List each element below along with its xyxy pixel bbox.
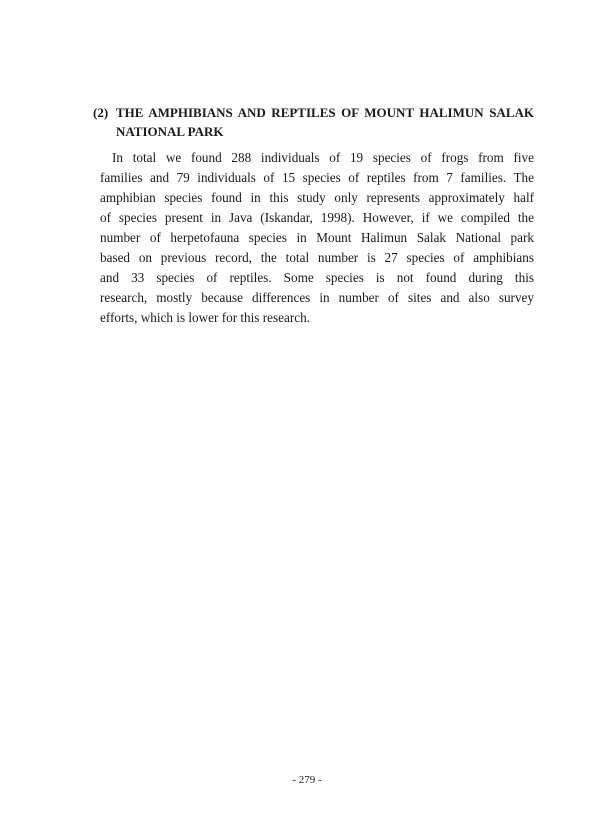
section-title-line-2: NATIONAL PARK [116,124,224,139]
paragraph-line: based on previous record, the total number is 27 species of amphibians [100,250,534,265]
paragraph-line: families and 79 individuals of 15 species of reptiles from 7 families. The [100,170,534,185]
paragraph-line: amphibian species found in this study only represents approximately half [100,190,534,205]
paragraph-line: research, mostly because differences in number of sites and also survey [100,290,534,305]
paragraph-line: efforts, which is lower for this research. [100,310,310,325]
paragraph-line: and 33 species of reptiles. Some species is not found during this [100,270,534,285]
paragraph-line: of species present in Java (Iskandar, 1998). However, if we compiled the [100,210,534,225]
section-number: (2) [93,105,109,120]
body-paragraph [100,148,534,328]
paragraph-line: number of herpetofauna species in Mount Halimun Salak National park [100,230,534,245]
paragraph-line: In total we found 288 individuals of 19 species of frogs from five [112,150,534,165]
section-title-line-1: THE AMPHIBIANS AND REPTILES OF MOUNT HALIMUN SALAK [116,105,534,120]
section-heading [93,103,534,141]
page-number: - 279 - [292,774,322,786]
